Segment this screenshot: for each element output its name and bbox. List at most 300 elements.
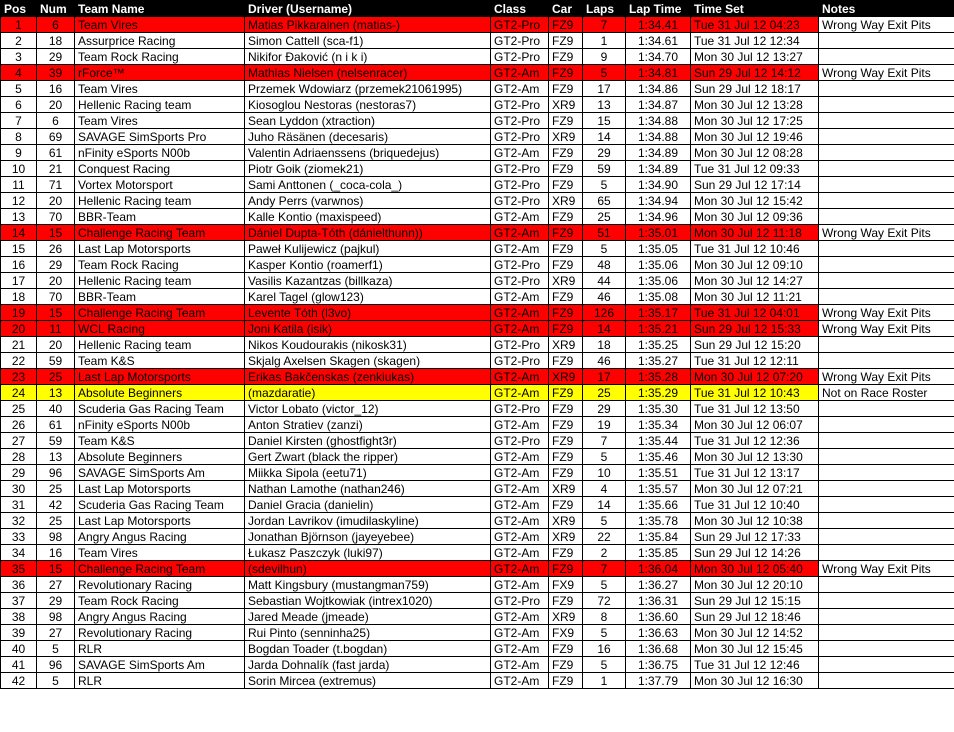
pos-cell[interactable]: 20 [1,321,37,337]
table-row[interactable] [1,449,954,465]
class-cell[interactable]: GT2-Pro [491,129,549,145]
num-cell[interactable]: 25 [37,513,75,529]
num-cell[interactable]: 5 [37,673,75,689]
class-cell[interactable]: GT2-Am [491,625,549,641]
notes-cell[interactable] [819,577,954,593]
time-set-cell[interactable]: Sun 29 Jul 12 15:15 [691,593,819,609]
car-cell[interactable]: FZ9 [549,49,583,65]
num-cell[interactable]: 26 [37,241,75,257]
time-set-cell[interactable]: Mon 30 Jul 12 13:27 [691,49,819,65]
notes-cell[interactable] [819,513,954,529]
car-cell[interactable]: FZ9 [549,305,583,321]
laps-cell[interactable]: 46 [583,289,626,305]
num-cell[interactable]: 20 [37,337,75,353]
num-cell[interactable]: 20 [37,273,75,289]
class-cell[interactable]: GT2-Am [491,145,549,161]
pos-cell[interactable]: 31 [1,497,37,513]
team-name-cell[interactable]: Team Rock Racing [75,593,245,609]
car-cell[interactable]: FZ9 [549,17,583,33]
team-name-cell[interactable]: BBR-Team [75,289,245,305]
car-cell[interactable]: XR9 [549,609,583,625]
notes-cell[interactable] [819,465,954,481]
table-row[interactable] [1,49,954,65]
time-set-cell[interactable]: Tue 31 Jul 12 10:43 [691,385,819,401]
lap-time-cell[interactable]: 1:37.79 [626,673,691,689]
class-cell[interactable]: GT2-Am [491,657,549,673]
table-row[interactable] [1,241,954,257]
notes-cell[interactable] [819,641,954,657]
pos-cell[interactable]: 5 [1,81,37,97]
notes-cell[interactable] [819,353,954,369]
driver-cell[interactable]: Matias Pikkarainen (matias-) [245,17,491,33]
laps-cell[interactable]: 10 [583,465,626,481]
driver-cell[interactable]: Sami Anttonen (_coca-cola_) [245,177,491,193]
pos-cell[interactable]: 12 [1,193,37,209]
num-cell[interactable]: 13 [37,449,75,465]
time-set-cell[interactable]: Sun 29 Jul 12 18:17 [691,81,819,97]
class-cell[interactable]: GT2-Am [491,241,549,257]
lap-time-cell[interactable]: 1:34.41 [626,17,691,33]
time-set-cell[interactable]: Mon 30 Jul 12 10:38 [691,513,819,529]
team-name-cell[interactable]: WCL Racing [75,321,245,337]
lap-time-cell[interactable]: 1:35.06 [626,257,691,273]
notes-cell[interactable] [819,241,954,257]
car-cell[interactable]: FZ9 [549,417,583,433]
table-row[interactable] [1,33,954,49]
time-set-cell[interactable]: Tue 31 Jul 12 12:36 [691,433,819,449]
lap-time-cell[interactable]: 1:35.06 [626,273,691,289]
table-row[interactable] [1,529,954,545]
lap-time-cell[interactable]: 1:34.94 [626,193,691,209]
num-cell[interactable]: 5 [37,641,75,657]
num-cell[interactable]: 25 [37,369,75,385]
team-name-cell[interactable]: Hellenic Racing team [75,193,245,209]
lap-time-cell[interactable]: 1:35.17 [626,305,691,321]
pos-cell[interactable]: 18 [1,289,37,305]
driver-cell[interactable]: Nikifor Đaković (n i k i) [245,49,491,65]
class-cell[interactable]: GT2-Am [491,385,549,401]
pos-cell[interactable]: 30 [1,481,37,497]
time-set-cell[interactable]: Tue 31 Jul 12 10:46 [691,241,819,257]
num-cell[interactable]: 70 [37,209,75,225]
car-cell[interactable]: FZ9 [549,673,583,689]
driver-cell[interactable]: Miikka Sipola (eetu71) [245,465,491,481]
class-cell[interactable]: GT2-Pro [491,337,549,353]
lap-time-cell[interactable]: 1:36.31 [626,593,691,609]
driver-cell[interactable]: Kalle Kontio (maxispeed) [245,209,491,225]
time-set-cell[interactable]: Mon 30 Jul 12 14:52 [691,625,819,641]
laps-cell[interactable]: 51 [583,225,626,241]
team-name-cell[interactable]: Conquest Racing [75,161,245,177]
table-row[interactable] [1,513,954,529]
time-set-cell[interactable]: Mon 30 Jul 12 15:45 [691,641,819,657]
lap-time-cell[interactable]: 1:34.61 [626,33,691,49]
car-cell[interactable]: FZ9 [549,641,583,657]
team-name-cell[interactable]: BBR-Team [75,209,245,225]
pos-cell[interactable]: 19 [1,305,37,321]
pos-cell[interactable]: 24 [1,385,37,401]
pos-cell[interactable]: 36 [1,577,37,593]
num-cell[interactable]: 16 [37,545,75,561]
laps-cell[interactable]: 5 [583,657,626,673]
pos-cell[interactable]: 14 [1,225,37,241]
class-cell[interactable]: GT2-Pro [491,257,549,273]
class-cell[interactable]: GT2-Am [491,497,549,513]
col-header-class[interactable]: Class [491,1,549,17]
car-cell[interactable]: FZ9 [549,65,583,81]
time-set-cell[interactable]: Mon 30 Jul 12 07:20 [691,369,819,385]
pos-cell[interactable]: 9 [1,145,37,161]
time-set-cell[interactable]: Mon 30 Jul 12 16:30 [691,673,819,689]
lap-time-cell[interactable]: 1:35.46 [626,449,691,465]
team-name-cell[interactable]: Team Rock Racing [75,49,245,65]
lap-time-cell[interactable]: 1:34.87 [626,97,691,113]
num-cell[interactable]: 20 [37,193,75,209]
laps-cell[interactable]: 14 [583,321,626,337]
car-cell[interactable]: XR9 [549,129,583,145]
lap-time-cell[interactable]: 1:35.84 [626,529,691,545]
laps-cell[interactable]: 14 [583,497,626,513]
laps-cell[interactable]: 1 [583,673,626,689]
car-cell[interactable]: FX9 [549,625,583,641]
notes-cell[interactable]: Wrong Way Exit Pits [819,561,954,577]
class-cell[interactable]: GT2-Am [491,545,549,561]
num-cell[interactable]: 69 [37,129,75,145]
driver-cell[interactable]: Bogdan Toader (t.bogdan) [245,641,491,657]
car-cell[interactable]: FZ9 [549,385,583,401]
notes-cell[interactable] [819,433,954,449]
team-name-cell[interactable]: Last Lap Motorsports [75,241,245,257]
team-name-cell[interactable]: nFinity eSports N00b [75,145,245,161]
driver-cell[interactable]: Jarda Dohnalík (fast jarda) [245,657,491,673]
lap-time-cell[interactable]: 1:34.88 [626,129,691,145]
table-row[interactable] [1,81,954,97]
notes-cell[interactable] [819,481,954,497]
pos-cell[interactable]: 22 [1,353,37,369]
driver-cell[interactable]: Jared Meade (jmeade) [245,609,491,625]
notes-cell[interactable] [819,497,954,513]
num-cell[interactable]: 61 [37,145,75,161]
lap-time-cell[interactable]: 1:35.27 [626,353,691,369]
pos-cell[interactable]: 40 [1,641,37,657]
table-row[interactable] [1,609,954,625]
num-cell[interactable]: 16 [37,81,75,97]
driver-cell[interactable]: Victor Lobato (victor_12) [245,401,491,417]
class-cell[interactable]: GT2-Am [491,321,549,337]
lap-time-cell[interactable]: 1:35.08 [626,289,691,305]
team-name-cell[interactable]: Scuderia Gas Racing Team [75,401,245,417]
team-name-cell[interactable]: Team Vires [75,113,245,129]
class-cell[interactable]: GT2-Am [491,449,549,465]
table-row[interactable] [1,161,954,177]
laps-cell[interactable]: 59 [583,161,626,177]
driver-cell[interactable]: Nathan Lamothe (nathan246) [245,481,491,497]
class-cell[interactable]: GT2-Pro [491,401,549,417]
class-cell[interactable]: GT2-Am [491,673,549,689]
num-cell[interactable]: 71 [37,177,75,193]
time-set-cell[interactable]: Mon 30 Jul 12 06:07 [691,417,819,433]
pos-cell[interactable]: 21 [1,337,37,353]
time-set-cell[interactable]: Sun 29 Jul 12 18:46 [691,609,819,625]
class-cell[interactable]: GT2-Pro [491,193,549,209]
class-cell[interactable]: GT2-Am [491,417,549,433]
table-row[interactable] [1,65,954,81]
num-cell[interactable]: 15 [37,305,75,321]
pos-cell[interactable]: 13 [1,209,37,225]
class-cell[interactable]: GT2-Pro [491,97,549,113]
car-cell[interactable]: FZ9 [549,225,583,241]
notes-cell[interactable] [819,289,954,305]
car-cell[interactable]: XR9 [549,97,583,113]
class-cell[interactable]: GT2-Am [491,209,549,225]
notes-cell[interactable] [819,449,954,465]
notes-cell[interactable]: Wrong Way Exit Pits [819,225,954,241]
table-row[interactable] [1,113,954,129]
table-row[interactable] [1,433,954,449]
car-cell[interactable]: FZ9 [549,433,583,449]
car-cell[interactable]: FZ9 [549,401,583,417]
class-cell[interactable]: GT2-Pro [491,593,549,609]
lap-time-cell[interactable]: 1:35.01 [626,225,691,241]
num-cell[interactable]: 98 [37,529,75,545]
car-cell[interactable]: FZ9 [549,33,583,49]
driver-cell[interactable]: Rui Pinto (senninha25) [245,625,491,641]
pos-cell[interactable]: 38 [1,609,37,625]
pos-cell[interactable]: 17 [1,273,37,289]
team-name-cell[interactable]: Challenge Racing Team [75,225,245,241]
time-set-cell[interactable]: Mon 30 Jul 12 09:36 [691,209,819,225]
lap-time-cell[interactable]: 1:35.57 [626,481,691,497]
lap-time-cell[interactable]: 1:35.29 [626,385,691,401]
driver-cell[interactable]: Joni Katila (isik) [245,321,491,337]
table-row[interactable] [1,545,954,561]
laps-cell[interactable]: 25 [583,385,626,401]
team-name-cell[interactable]: Team Vires [75,17,245,33]
notes-cell[interactable]: Wrong Way Exit Pits [819,321,954,337]
col-header-team-name[interactable]: Team Name [75,1,245,17]
table-row[interactable] [1,273,954,289]
notes-cell[interactable] [819,113,954,129]
time-set-cell[interactable]: Sun 29 Jul 12 15:33 [691,321,819,337]
lap-time-cell[interactable]: 1:36.68 [626,641,691,657]
lap-time-cell[interactable]: 1:35.34 [626,417,691,433]
table-row[interactable] [1,673,954,689]
time-set-cell[interactable]: Mon 30 Jul 12 20:10 [691,577,819,593]
lap-time-cell[interactable]: 1:34.90 [626,177,691,193]
team-name-cell[interactable]: Revolutionary Racing [75,577,245,593]
num-cell[interactable]: 29 [37,49,75,65]
driver-cell[interactable]: Juho Räsänen (decesaris) [245,129,491,145]
table-row[interactable] [1,209,954,225]
lap-time-cell[interactable]: 1:36.60 [626,609,691,625]
lap-time-cell[interactable]: 1:34.96 [626,209,691,225]
table-row[interactable] [1,305,954,321]
pos-cell[interactable]: 42 [1,673,37,689]
notes-cell[interactable]: Not on Race Roster [819,385,954,401]
col-header-num[interactable]: Num [37,1,75,17]
car-cell[interactable]: FZ9 [549,209,583,225]
table-row[interactable] [1,625,954,641]
team-name-cell[interactable]: Team K&S [75,353,245,369]
notes-cell[interactable] [819,657,954,673]
num-cell[interactable]: 15 [37,225,75,241]
table-row[interactable] [1,177,954,193]
time-set-cell[interactable]: Mon 30 Jul 12 07:21 [691,481,819,497]
class-cell[interactable]: GT2-Pro [491,177,549,193]
time-set-cell[interactable]: Mon 30 Jul 12 11:21 [691,289,819,305]
num-cell[interactable]: 29 [37,257,75,273]
num-cell[interactable]: 20 [37,97,75,113]
notes-cell[interactable] [819,257,954,273]
num-cell[interactable]: 21 [37,161,75,177]
pos-cell[interactable]: 39 [1,625,37,641]
num-cell[interactable]: 29 [37,593,75,609]
team-name-cell[interactable]: Team Rock Racing [75,257,245,273]
table-row[interactable] [1,129,954,145]
num-cell[interactable]: 61 [37,417,75,433]
laps-cell[interactable]: 9 [583,49,626,65]
table-row[interactable] [1,225,954,241]
num-cell[interactable]: 42 [37,497,75,513]
class-cell[interactable]: GT2-Pro [491,273,549,289]
car-cell[interactable]: FZ9 [549,145,583,161]
table-row[interactable] [1,657,954,673]
laps-cell[interactable]: 5 [583,513,626,529]
time-set-cell[interactable]: Sun 29 Jul 12 15:20 [691,337,819,353]
driver-cell[interactable]: Matt Kingsbury (mustangman759) [245,577,491,593]
team-name-cell[interactable]: Angry Angus Racing [75,609,245,625]
time-set-cell[interactable]: Tue 31 Jul 12 12:34 [691,33,819,49]
driver-cell[interactable]: Przemek Wdowiarz (przemek21061995) [245,81,491,97]
driver-cell[interactable]: Mathias Nielsen (nelsenracer) [245,65,491,81]
lap-time-cell[interactable]: 1:35.66 [626,497,691,513]
time-set-cell[interactable]: Mon 30 Jul 12 05:40 [691,561,819,577]
team-name-cell[interactable]: RLR [75,673,245,689]
notes-cell[interactable] [819,129,954,145]
notes-cell[interactable]: Wrong Way Exit Pits [819,17,954,33]
class-cell[interactable]: GT2-Am [491,529,549,545]
laps-cell[interactable]: 19 [583,417,626,433]
driver-cell[interactable]: Łukasz Paszczyk (luki97) [245,545,491,561]
pos-cell[interactable]: 29 [1,465,37,481]
car-cell[interactable]: FZ9 [549,81,583,97]
lap-time-cell[interactable]: 1:35.78 [626,513,691,529]
num-cell[interactable]: 96 [37,465,75,481]
table-row[interactable] [1,17,954,33]
laps-cell[interactable]: 4 [583,481,626,497]
team-name-cell[interactable]: Absolute Beginners [75,385,245,401]
driver-cell[interactable]: Skjalg Axelsen Skagen (skagen) [245,353,491,369]
table-row[interactable] [1,257,954,273]
pos-cell[interactable]: 41 [1,657,37,673]
pos-cell[interactable]: 15 [1,241,37,257]
notes-cell[interactable] [819,529,954,545]
team-name-cell[interactable]: Revolutionary Racing [75,625,245,641]
laps-cell[interactable]: 44 [583,273,626,289]
team-name-cell[interactable]: Absolute Beginners [75,449,245,465]
team-name-cell[interactable]: nFinity eSports N00b [75,417,245,433]
pos-cell[interactable]: 11 [1,177,37,193]
table-row[interactable] [1,97,954,113]
col-header-time-set[interactable]: Time Set [691,1,819,17]
time-set-cell[interactable]: Sun 29 Jul 12 17:33 [691,529,819,545]
car-cell[interactable]: FZ9 [549,657,583,673]
num-cell[interactable]: 27 [37,625,75,641]
driver-cell[interactable]: Daniel Kirsten (ghostfight3r) [245,433,491,449]
class-cell[interactable]: GT2-Am [491,577,549,593]
class-cell[interactable]: GT2-Am [491,513,549,529]
time-set-cell[interactable]: Sun 29 Jul 12 17:14 [691,177,819,193]
pos-cell[interactable]: 23 [1,369,37,385]
num-cell[interactable]: 70 [37,289,75,305]
lap-time-cell[interactable]: 1:34.89 [626,161,691,177]
driver-cell[interactable]: (mazdaratie) [245,385,491,401]
notes-cell[interactable] [819,417,954,433]
lap-time-cell[interactable]: 1:34.81 [626,65,691,81]
time-set-cell[interactable]: Sun 29 Jul 12 14:26 [691,545,819,561]
class-cell[interactable]: GT2-Am [491,289,549,305]
team-name-cell[interactable]: Vortex Motorsport [75,177,245,193]
team-name-cell[interactable]: SAVAGE SimSports Am [75,465,245,481]
laps-cell[interactable]: 16 [583,641,626,657]
lap-time-cell[interactable]: 1:35.25 [626,337,691,353]
driver-cell[interactable]: Kiosoglou Nestoras (nestoras7) [245,97,491,113]
lap-time-cell[interactable]: 1:35.30 [626,401,691,417]
laps-cell[interactable]: 72 [583,593,626,609]
time-set-cell[interactable]: Mon 30 Jul 12 14:27 [691,273,819,289]
time-set-cell[interactable]: Tue 31 Jul 12 12:46 [691,657,819,673]
col-header-lap-time[interactable]: Lap Time [626,1,691,17]
car-cell[interactable]: FX9 [549,577,583,593]
car-cell[interactable]: FZ9 [549,113,583,129]
pos-cell[interactable]: 3 [1,49,37,65]
class-cell[interactable]: GT2-Am [491,81,549,97]
num-cell[interactable]: 6 [37,17,75,33]
col-header-pos[interactable]: Pos [1,1,37,17]
num-cell[interactable]: 96 [37,657,75,673]
car-cell[interactable]: FZ9 [549,321,583,337]
num-cell[interactable]: 11 [37,321,75,337]
time-set-cell[interactable]: Mon 30 Jul 12 17:25 [691,113,819,129]
laps-cell[interactable]: 126 [583,305,626,321]
notes-cell[interactable] [819,177,954,193]
table-row[interactable] [1,369,954,385]
laps-cell[interactable]: 5 [583,241,626,257]
laps-cell[interactable]: 1 [583,33,626,49]
team-name-cell[interactable]: Hellenic Racing team [75,97,245,113]
team-name-cell[interactable]: Scuderia Gas Racing Team [75,497,245,513]
table-row[interactable] [1,593,954,609]
pos-cell[interactable]: 35 [1,561,37,577]
class-cell[interactable]: GT2-Pro [491,113,549,129]
class-cell[interactable]: GT2-Am [491,561,549,577]
driver-cell[interactable]: Gert Zwart (black the ripper) [245,449,491,465]
pos-cell[interactable]: 25 [1,401,37,417]
time-set-cell[interactable]: Mon 30 Jul 12 11:18 [691,225,819,241]
num-cell[interactable]: 59 [37,433,75,449]
laps-cell[interactable]: 7 [583,561,626,577]
class-cell[interactable]: GT2-Am [491,305,549,321]
laps-cell[interactable]: 46 [583,353,626,369]
notes-cell[interactable] [819,209,954,225]
car-cell[interactable]: XR9 [549,369,583,385]
car-cell[interactable]: FZ9 [549,561,583,577]
pos-cell[interactable]: 4 [1,65,37,81]
driver-cell[interactable]: Kasper Kontio (roamerf1) [245,257,491,273]
driver-cell[interactable]: Erikas Bakčenskas (zenkiukas) [245,369,491,385]
driver-cell[interactable]: Sean Lyddon (xtraction) [245,113,491,129]
time-set-cell[interactable]: Tue 31 Jul 12 13:17 [691,465,819,481]
